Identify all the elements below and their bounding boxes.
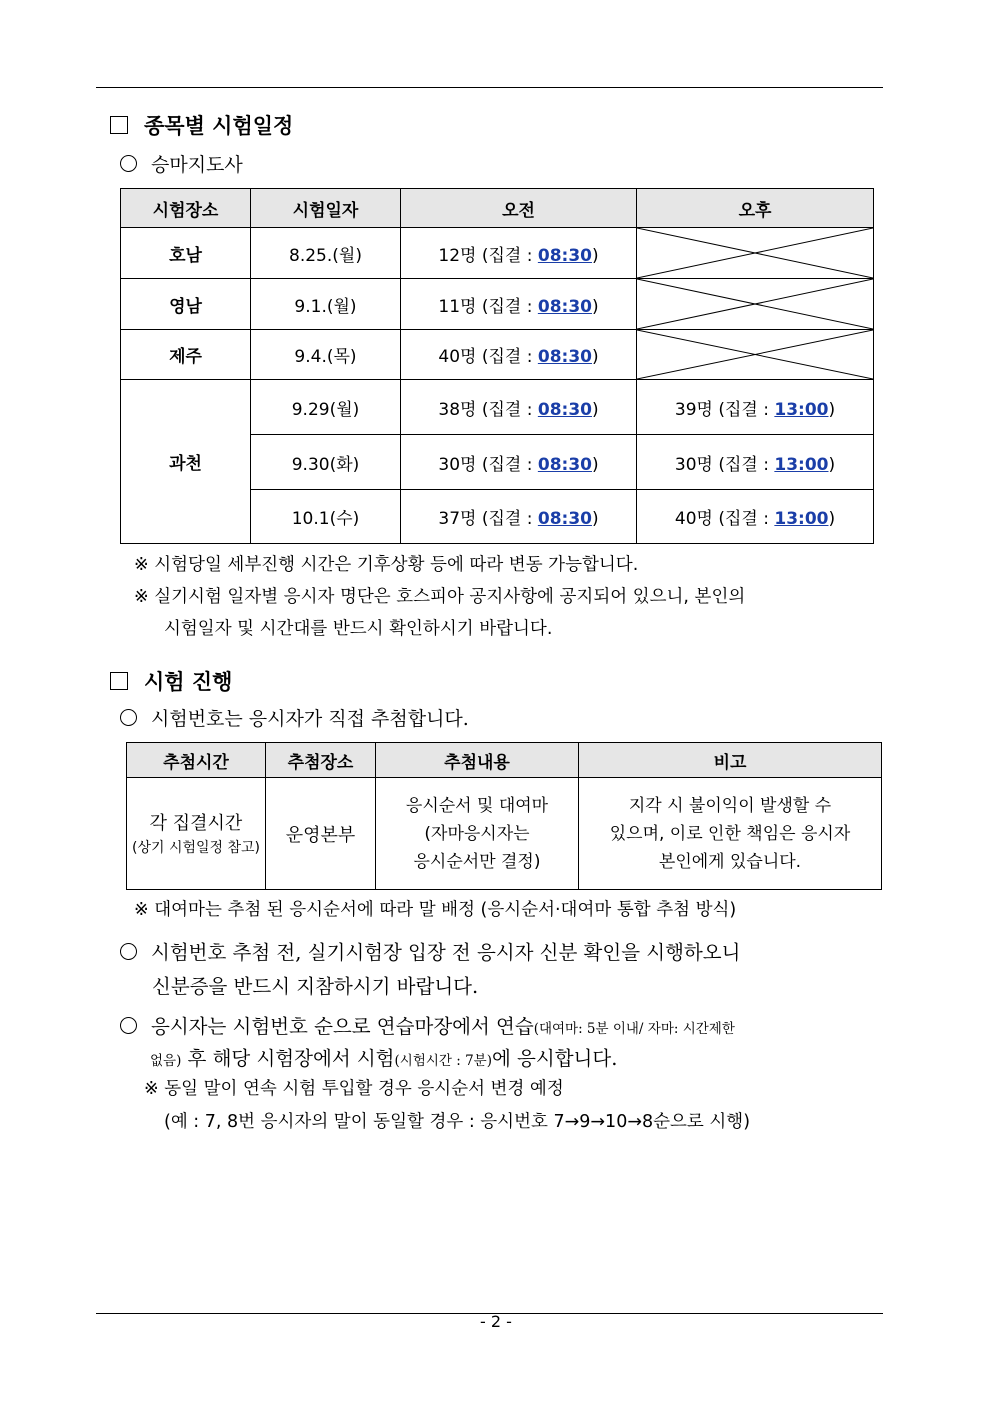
subtitle-draw: 시험번호는 응시자가 직접 추첨합니다. (120, 704, 469, 731)
am-cell: 30명 (집결 : 08:30) (401, 435, 637, 490)
header-place: 시험장소 (121, 189, 251, 228)
gather-time: 08:30 (537, 454, 592, 475)
section-title-schedule (110, 110, 293, 140)
circle-bullet-icon (120, 709, 137, 726)
date-cell: 8.25.(월) (251, 228, 401, 279)
table-row (121, 380, 874, 435)
gather-time: 08:30 (537, 509, 592, 529)
pm-cell: 40명 (집결 : 13:00) (637, 490, 874, 544)
date-cell: 9.30(화) (251, 435, 401, 490)
cross-out-icon (637, 228, 873, 278)
am-cell: 11명 (집결 : 08:30) (401, 279, 637, 330)
pm-cell-empty (637, 330, 874, 380)
date-cell: 9.1.(월) (251, 279, 401, 330)
table-header-row (127, 743, 882, 778)
gather-time: 08:30 (537, 296, 592, 317)
note-same-horse: ※ 동일 말이 연속 시험 투입할 경우 응시순서 변경 예정 (144, 1079, 564, 1099)
header-date: 시험일자 (251, 189, 401, 228)
gather-time: 08:30 (537, 347, 592, 367)
note-candidate-list-cont: 시험일자 및 시간대를 반드시 확인하시기 바랍니다. (164, 619, 553, 639)
header-remark: 비고 (579, 743, 882, 778)
am-cell: 40명 (집결 : 08:30) (401, 330, 637, 380)
cross-out-icon (637, 279, 873, 329)
gather-time: 13:00 (774, 454, 829, 475)
table-row (127, 778, 882, 890)
note-example: (예 : 7, 8번 응시자의 말이 동일할 경우 : 응시번호 7→9→10→8순으로 시행) (164, 1112, 751, 1132)
circle-bullet-icon (120, 155, 137, 172)
place-cell: 호남 (121, 228, 251, 279)
header-rule (96, 87, 883, 88)
table-row (121, 228, 874, 279)
header-draw-time: 추첨시간 (127, 743, 266, 778)
gather-time: 08:30 (537, 245, 592, 266)
date-cell: 9.29(월) (251, 380, 401, 435)
note-rental-horse: ※ 대여마는 추첨 된 응시순서에 따라 말 배정 (응시순서·대여마 통합 추첨 방식) (134, 900, 737, 920)
place-cell-gwacheon: 과천 (121, 380, 251, 544)
gather-time: 13:00 (774, 399, 829, 420)
square-bullet-icon (110, 116, 128, 134)
note-candidate-list: ※ 실기시험 일자별 응시자 명단은 호스피아 공지사항에 공지되어 있으니, 본인의 (134, 587, 746, 607)
remark-cell: 지각 시 불이익이 발생할 수 있으며, 이로 인한 책임은 응시자 본인에게 있습니다. (579, 778, 882, 890)
header-draw-content: 추첨내용 (376, 743, 579, 778)
table-row (121, 279, 874, 330)
draw-place-cell: 운영본부 (266, 778, 376, 890)
draw-table (126, 742, 882, 890)
circle-bullet-icon (120, 943, 137, 960)
am-cell: 37명 (집결 : 08:30) (401, 490, 637, 544)
pm-cell: 39명 (집결 : 13:00) (637, 380, 874, 435)
section-title-text: 시험 진행 (144, 669, 233, 694)
pm-cell-empty (637, 279, 874, 330)
header-am: 오전 (401, 189, 637, 228)
circle-bullet-icon (120, 1017, 137, 1034)
section-title-progress (110, 666, 232, 696)
bullet-id-check-cont: 신분증을 반드시 지참하시기 바랍니다. (152, 975, 479, 998)
section-title-text: 종목별 시험일정 (144, 113, 294, 138)
bullet-practice: 응시자는 시험번호 순으로 연습마장에서 연습(대여마: 5분 이내/ 자마: 시간제한 (120, 1011, 735, 1039)
note-schedule-change: ※ 시험당일 세부진행 시간은 기후상황 등에 따라 변동 가능합니다. (134, 555, 639, 575)
gather-time: 13:00 (774, 509, 829, 529)
place-cell: 제주 (121, 330, 251, 380)
place-cell: 영남 (121, 279, 251, 330)
square-bullet-icon (110, 672, 128, 690)
am-cell: 12명 (집결 : 08:30) (401, 228, 637, 279)
am-cell: 38명 (집결 : 08:30) (401, 380, 637, 435)
table-header-row (121, 189, 874, 228)
schedule-table (120, 188, 874, 544)
pm-cell: 30명 (집결 : 13:00) (637, 435, 874, 490)
date-cell: 9.4.(목) (251, 330, 401, 380)
page-number: - 2 - (480, 1312, 512, 1331)
subtitle-horse-instructor: 승마지도사 (120, 150, 243, 177)
bullet-id-check: 시험번호 추첨 전, 실기시험장 입장 전 응시자 신분 확인을 시행하오니 (120, 937, 740, 965)
cross-out-icon (637, 330, 873, 379)
bullet-practice-cont: 없음) 후 해당 시험장에서 시험(시험시간 : 7분)에 응시합니다. (150, 1047, 618, 1070)
header-draw-place: 추첨장소 (266, 743, 376, 778)
draw-content-cell: 응시순서 및 대여마 (자마응시자는 응시순서만 결정) (376, 778, 579, 890)
date-cell: 10.1(수) (251, 490, 401, 544)
gather-time: 08:30 (537, 399, 592, 420)
table-row (121, 330, 874, 380)
header-pm: 오후 (637, 189, 874, 228)
pm-cell-empty (637, 228, 874, 279)
draw-time-cell: 각 집결시간 (상기 시험일정 참고) (127, 778, 266, 890)
